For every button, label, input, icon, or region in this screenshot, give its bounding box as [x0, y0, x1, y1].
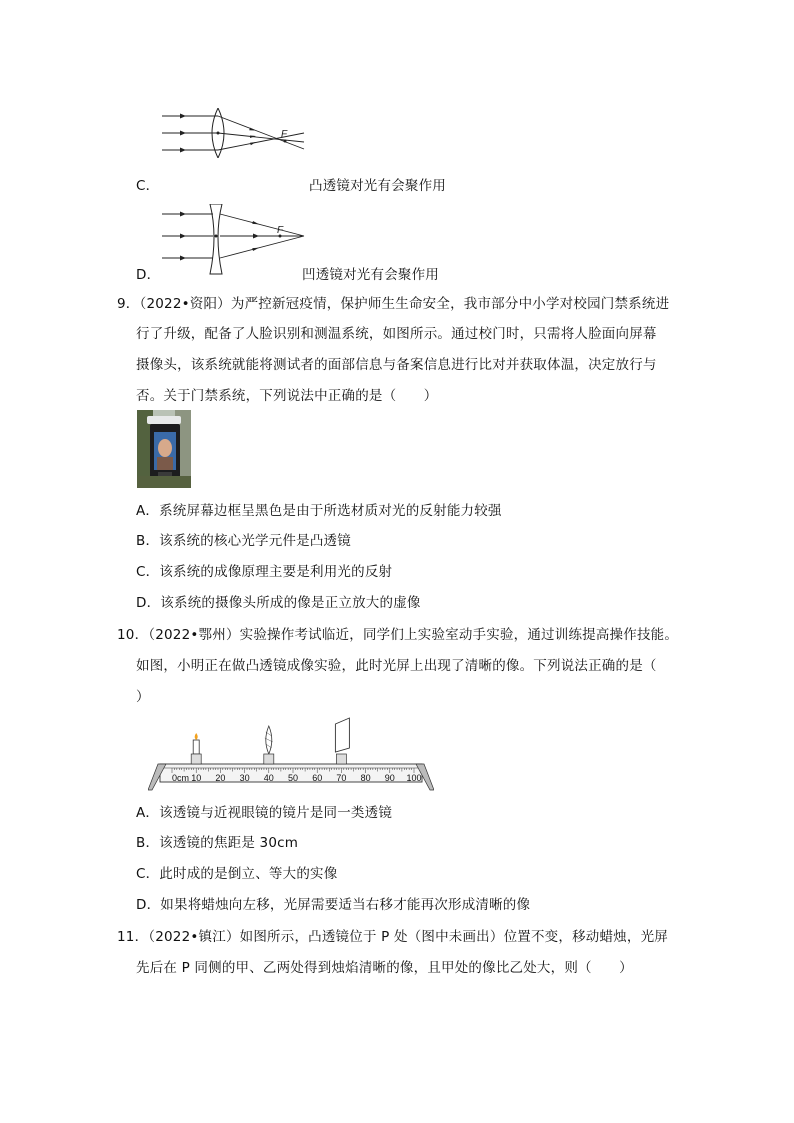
question-10-text-1: 实验操作考试临近，同学们上实验室动手实验，通过训练提高操作技能。 — [239, 627, 679, 643]
question-10-option-d: D．如果将蜡烛向左移，光屏需要适当右移才能再次形成清晰的像 — [136, 897, 531, 913]
question-9-number: 9． — [117, 296, 140, 312]
question-9-line-2: 行了升级，配备了人脸识别和测温系统，如图所示。通过校门时，只需将人脸面向屏幕 — [136, 326, 657, 342]
ruler-tick-label: 20 — [215, 773, 226, 783]
ruler-tick-label: 90 — [384, 773, 395, 783]
question-10-line-2: 如图，小明正在做凸透镜成像实验，此时光屏上出现了清晰的像。下列说法正确的是（ — [136, 658, 657, 674]
ruler-tick-label: 50 — [287, 773, 299, 783]
option-c-letter: C． — [136, 178, 160, 194]
ruler-tick-label: 100 — [406, 773, 422, 783]
candle-icon — [191, 733, 201, 764]
ruler-tick-label: 40 — [263, 773, 274, 783]
ruler-tick-label: 60 — [312, 773, 323, 783]
convex-lens-diagram — [158, 108, 308, 158]
light-screen-icon — [335, 718, 349, 764]
question-11-text-1: 如图所示，凸透镜位于 P 处（图中未画出）位置不变，移动蜡烛，光屏 — [239, 929, 668, 945]
question-10-source: （2022•鄂州） — [148, 627, 240, 643]
question-9-option-b: B．该系统的核心光学元件是凸透镜 — [136, 533, 351, 549]
question-9-text-1: 为严控新冠疫情，保护师生生命安全，我市部分中小学对校园门禁系统进 — [230, 296, 670, 312]
question-9-option-d: D．该系统的摄像头所成的像是正立放大的虚像 — [136, 595, 421, 611]
convex-lens-icon — [264, 726, 274, 764]
question-10-option-a: A．该透镜与近视眼镜的镜片是同一类透镜 — [136, 805, 393, 821]
ruler-tick-label: 70 — [336, 773, 347, 783]
question-9-option-c: C．该系统的成像原理主要是利用光的反射 — [136, 564, 393, 580]
question-9-option-a: A．系统屏幕边框呈黑色是由于所选材质对光的反射能力较强 — [136, 503, 502, 519]
focus-label-c: F — [281, 129, 288, 140]
question-10-option-c: C．此时成的是倒立、等大的实像 — [136, 866, 338, 882]
question-9-line-3: 摄像头，该系统就能将测试者的面部信息与备案信息进行比对并获取体温，决定放行与 — [136, 357, 657, 373]
ruler-unit-label: 0cm — [172, 773, 190, 783]
question-10-option-b: B．该透镜的焦距是 30cm — [136, 835, 299, 851]
ruler-tick-label: 80 — [360, 773, 371, 783]
question-9-line-4: 否。关于门禁系统，下列说法中正确的是（ ） — [136, 388, 438, 404]
option-d-caption: 凹透镜对光有会聚作用 — [302, 267, 439, 283]
question-10-line-3: ） — [136, 689, 150, 705]
focus-label-d: F — [277, 225, 284, 236]
ruler-tick-label: 10 — [191, 773, 202, 783]
concave-lens-diagram — [158, 204, 308, 276]
question-11-source: （2022•镇江） — [148, 929, 240, 945]
ruler-tick-label: 30 — [239, 773, 250, 783]
question-10-line-1 — [117, 623, 678, 643]
question-9-line-1 — [117, 292, 669, 312]
option-c-caption: 凸透镜对光有会聚作用 — [309, 178, 446, 194]
option-d-letter: D． — [136, 267, 161, 283]
question-10-number: 10． — [117, 627, 149, 643]
question-11-line-1 — [117, 925, 668, 945]
optical-bench-diagram — [148, 710, 434, 792]
question-11-number: 11． — [117, 929, 149, 945]
question-11-line-2: 先后在 P 同侧的甲、乙两处得到烛焰清晰的像，且甲处的像比乙处大，则（ ） — [136, 960, 633, 976]
face-recognition-photo — [137, 410, 191, 488]
question-9-source: （2022•资阳） — [139, 296, 231, 312]
